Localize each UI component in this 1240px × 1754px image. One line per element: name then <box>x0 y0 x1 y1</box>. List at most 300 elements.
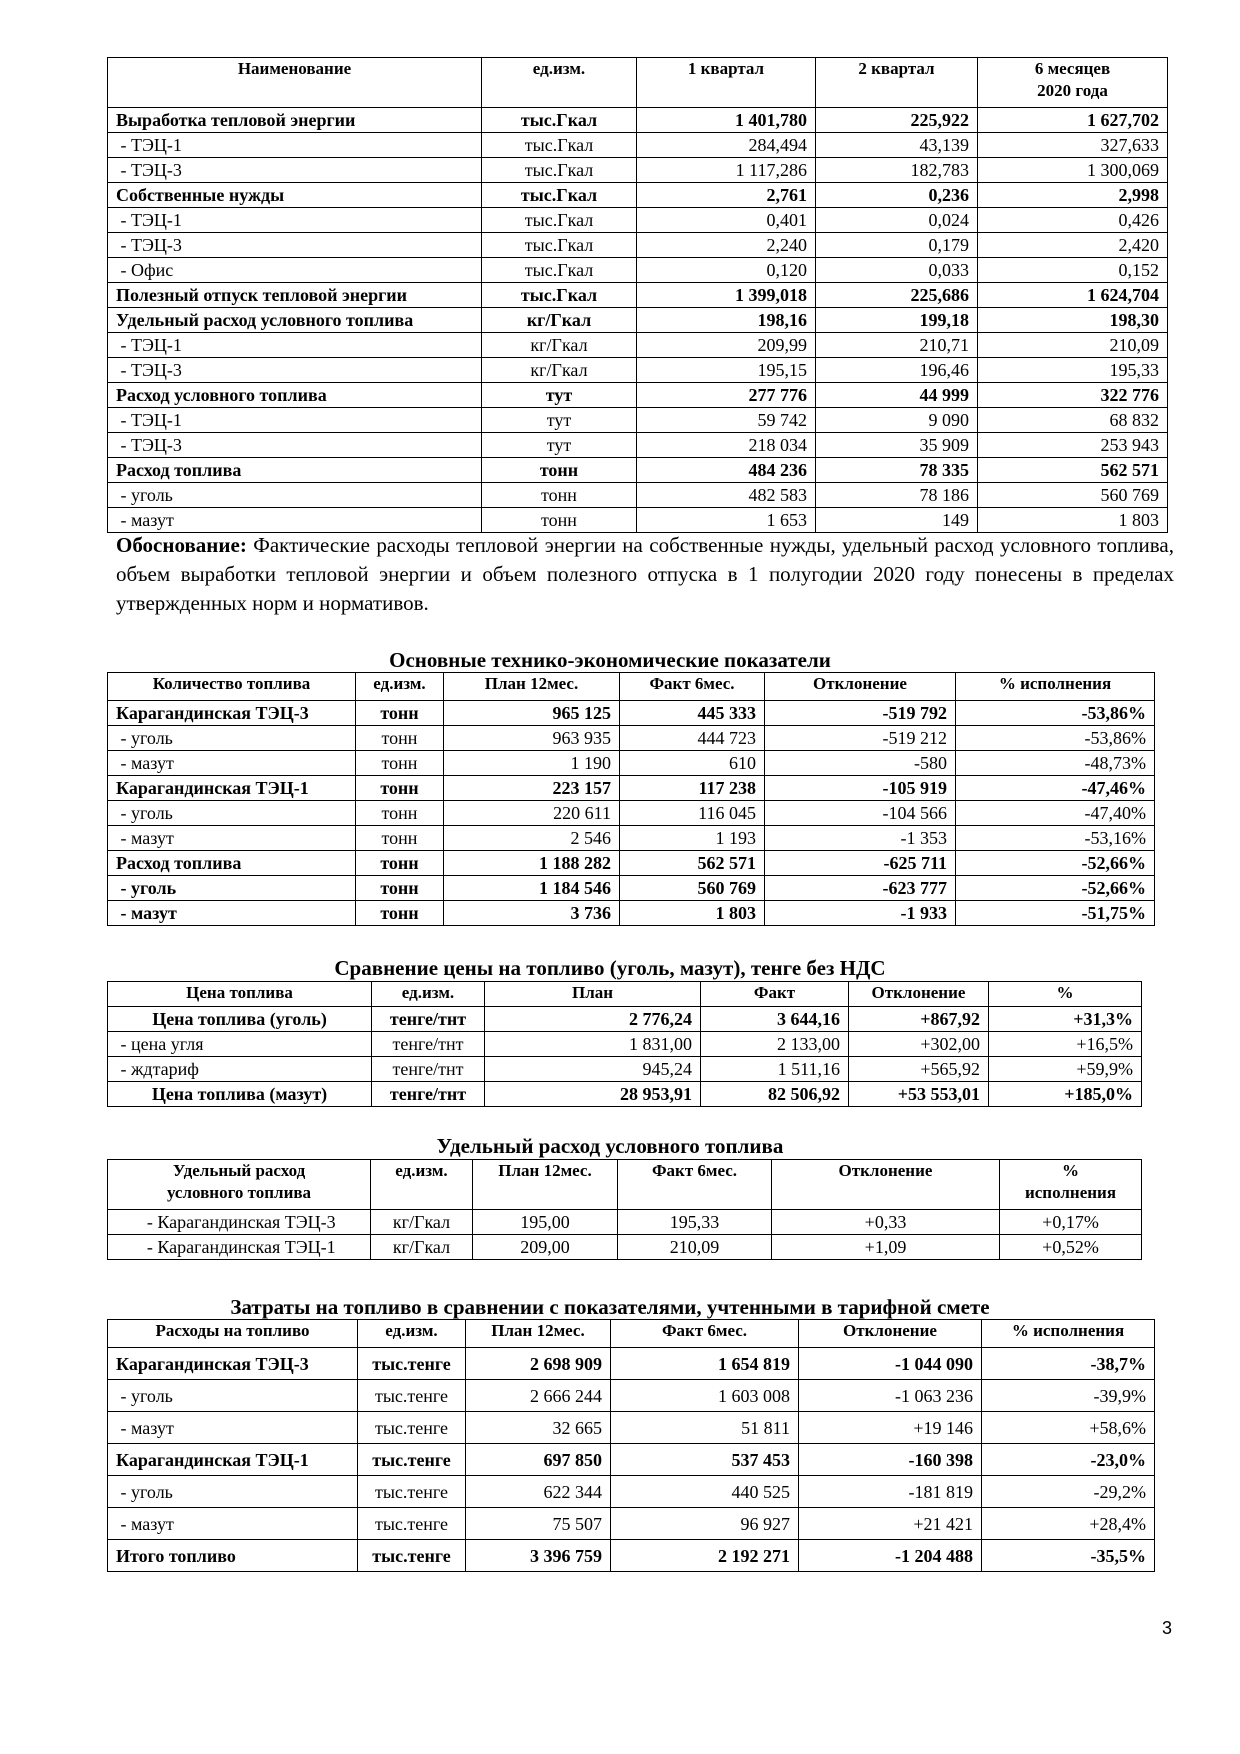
unit-cell: тонн <box>482 483 637 508</box>
unit-cell: тыс.тенге <box>358 1412 466 1444</box>
col-header: Расходы на топливо <box>108 1320 358 1348</box>
row-label-cell: - Карагандинская ТЭЦ-3 <box>108 1210 371 1235</box>
row-label-cell: - ТЭЦ-1 <box>108 333 482 358</box>
value-cell: 562 571 <box>978 458 1168 483</box>
col-header: % исполнения <box>956 673 1155 701</box>
row-label-cell: Собственные нужды <box>108 183 482 208</box>
unit-cell: тыс.Гкал <box>482 108 637 133</box>
col-header-unit: ед.изм. <box>482 58 637 108</box>
value-cell: -23,0% <box>982 1444 1155 1476</box>
value-cell: 1 653 <box>637 508 816 533</box>
value-cell: 1 603 008 <box>611 1380 799 1412</box>
value-cell: 210,09 <box>618 1235 772 1260</box>
table-row <box>108 776 1155 801</box>
table4-title: Удельный расход условного топлива <box>436 1134 784 1158</box>
value-cell: +1,09 <box>772 1235 1000 1260</box>
row-label-cell: - Карагандинская ТЭЦ-1 <box>108 1235 371 1260</box>
unit-cell: кг/Гкал <box>371 1210 473 1235</box>
col-header: % исполнения <box>1000 1160 1142 1210</box>
row-label-cell: - уголь <box>108 801 356 826</box>
value-cell: -47,46% <box>956 776 1155 801</box>
fuel-quantity-data-table <box>107 672 1155 926</box>
unit-cell: тут <box>482 408 637 433</box>
value-cell: +28,4% <box>982 1508 1155 1540</box>
value-cell: -52,66% <box>956 876 1155 901</box>
col-header-q2: 2 квартал <box>816 58 978 108</box>
table-row <box>108 1476 1155 1508</box>
value-cell: 2 776,24 <box>485 1007 701 1032</box>
value-cell: 0,152 <box>978 258 1168 283</box>
value-cell: 78 186 <box>816 483 978 508</box>
value-cell: 284,494 <box>637 133 816 158</box>
table-row <box>108 701 1155 726</box>
unit-cell: тенге/тнт <box>372 1007 485 1032</box>
col-header: ед.изм. <box>372 982 485 1007</box>
value-cell: -47,40% <box>956 801 1155 826</box>
col-header: Количество топлива <box>108 673 356 701</box>
value-cell: 182,783 <box>816 158 978 183</box>
table-row <box>108 1235 1142 1260</box>
unit-cell: тыс.Гкал <box>482 133 637 158</box>
value-cell: 1 803 <box>978 508 1168 533</box>
value-cell: -1 204 488 <box>799 1540 982 1572</box>
value-cell: 3 736 <box>444 901 620 926</box>
value-cell: 3 644,16 <box>701 1007 849 1032</box>
row-label-cell: Карагандинская ТЭЦ-1 <box>108 776 356 801</box>
row-label-cell: Полезный отпуск тепловой энергии <box>108 283 482 308</box>
table-row <box>108 208 1168 233</box>
row-label-cell: - мазут <box>108 901 356 926</box>
unit-cell: тонн <box>356 801 444 826</box>
value-cell: 35 909 <box>816 433 978 458</box>
table-row <box>108 1348 1155 1380</box>
col-header: ед.изм. <box>358 1320 466 1348</box>
value-cell: 210,71 <box>816 333 978 358</box>
col-header-6m: 6 месяцев 2020 года <box>978 58 1168 108</box>
table-row <box>108 851 1155 876</box>
row-label-cell: Карагандинская ТЭЦ-3 <box>108 701 356 726</box>
table-row <box>108 233 1168 258</box>
row-label-cell: Расход топлива <box>108 458 482 483</box>
value-cell: -39,9% <box>982 1380 1155 1412</box>
col-header-name: Наименование <box>108 58 482 108</box>
unit-cell: тонн <box>356 901 444 926</box>
value-cell: 43,139 <box>816 133 978 158</box>
value-cell: 560 769 <box>978 483 1168 508</box>
value-cell: -181 819 <box>799 1476 982 1508</box>
value-cell: -105 919 <box>765 776 956 801</box>
unit-cell: тыс.тенге <box>358 1476 466 1508</box>
value-cell: 2,420 <box>978 233 1168 258</box>
value-cell: 277 776 <box>637 383 816 408</box>
row-label-cell: - ТЭЦ-3 <box>108 233 482 258</box>
value-cell: 210,09 <box>978 333 1168 358</box>
value-cell: 3 396 759 <box>466 1540 611 1572</box>
col-header: План 12мес. <box>444 673 620 701</box>
value-cell: 1 184 546 <box>444 876 620 901</box>
unit-cell: тыс.Гкал <box>482 233 637 258</box>
unit-cell: тонн <box>356 851 444 876</box>
unit-cell: тонн <box>356 776 444 801</box>
fuel-quantity-table <box>107 672 1154 926</box>
value-cell: 1 300,069 <box>978 158 1168 183</box>
value-cell: 2 698 909 <box>466 1348 611 1380</box>
value-cell: 327,633 <box>978 133 1168 158</box>
value-cell: 149 <box>816 508 978 533</box>
row-label-cell: Цена топлива (мазут) <box>108 1082 372 1107</box>
value-cell: 444 723 <box>620 726 765 751</box>
value-cell: 28 953,91 <box>485 1082 701 1107</box>
value-cell: 253 943 <box>978 433 1168 458</box>
value-cell: 1 399,018 <box>637 283 816 308</box>
value-cell: 1 190 <box>444 751 620 776</box>
value-cell: 0,401 <box>637 208 816 233</box>
value-cell: +31,3% <box>989 1007 1142 1032</box>
value-cell: 51 811 <box>611 1412 799 1444</box>
value-cell: 2,240 <box>637 233 816 258</box>
value-cell: 1 831,00 <box>485 1032 701 1057</box>
table5-title: Затраты на топливо в сравнении с показателями, учтенными в тарифной смете <box>230 1295 990 1319</box>
table-row <box>108 1007 1142 1032</box>
value-cell: -52,66% <box>956 851 1155 876</box>
row-label-cell: - ТЭЦ-3 <box>108 433 482 458</box>
table-header-row <box>108 1160 1142 1210</box>
col-header: Факт 6мес. <box>620 673 765 701</box>
table-row <box>108 826 1155 851</box>
value-cell: 945,24 <box>485 1057 701 1082</box>
value-cell: +21 421 <box>799 1508 982 1540</box>
table-row <box>108 183 1168 208</box>
value-cell: +0,52% <box>1000 1235 1142 1260</box>
row-label-cell: - ТЭЦ-3 <box>108 158 482 183</box>
specific-consumption-table <box>107 1159 1141 1260</box>
table-row <box>108 1210 1142 1235</box>
value-cell: +0,17% <box>1000 1210 1142 1235</box>
table-row <box>108 358 1168 383</box>
unit-cell: тыс.Гкал <box>482 208 637 233</box>
value-cell: 225,686 <box>816 283 978 308</box>
table2-title: Основные технико-экономические показатели <box>389 648 831 672</box>
fuel-cost-table <box>107 1319 1154 1572</box>
table-row <box>108 308 1168 333</box>
value-cell: 1 654 819 <box>611 1348 799 1380</box>
value-cell: 209,00 <box>473 1235 618 1260</box>
table-row <box>108 1508 1155 1540</box>
value-cell: 2,998 <box>978 183 1168 208</box>
unit-cell: тонн <box>482 508 637 533</box>
value-cell: +0,33 <box>772 1210 1000 1235</box>
unit-cell: тенге/тнт <box>372 1032 485 1057</box>
value-cell: -519 792 <box>765 701 956 726</box>
value-cell: +58,6% <box>982 1412 1155 1444</box>
value-cell: 195,15 <box>637 358 816 383</box>
value-cell: 622 344 <box>466 1476 611 1508</box>
value-cell: 965 125 <box>444 701 620 726</box>
table-row <box>108 1082 1142 1107</box>
table-header-row <box>108 58 1168 108</box>
fuel-price-table <box>107 981 1141 1107</box>
table-row <box>108 1412 1155 1444</box>
value-cell: -1 933 <box>765 901 956 926</box>
value-cell: 195,00 <box>473 1210 618 1235</box>
table-header-row <box>108 982 1142 1007</box>
value-cell: 196,46 <box>816 358 978 383</box>
value-cell: -35,5% <box>982 1540 1155 1572</box>
value-cell: -29,2% <box>982 1476 1155 1508</box>
table-row <box>108 383 1168 408</box>
unit-cell: тенге/тнт <box>372 1082 485 1107</box>
value-cell: -53,16% <box>956 826 1155 851</box>
col-header: Факт 6мес. <box>611 1320 799 1348</box>
specific-consumption-data-table <box>107 1159 1142 1260</box>
row-label-cell: - мазут <box>108 826 356 851</box>
value-cell: 198,16 <box>637 308 816 333</box>
value-cell: 9 090 <box>816 408 978 433</box>
col-header: % исполнения <box>982 1320 1155 1348</box>
justification-text: Фактические расходы тепловой энергии на собственные нужды, удельный расход условного топлива, объем выработки тепловой энергии и объем полезного отпуска в 1 полугодии 2020 году понесены в пределах утвержденных норм и нормативов. <box>116 533 1174 615</box>
row-label-cell: - уголь <box>108 726 356 751</box>
value-cell: 223 157 <box>444 776 620 801</box>
row-label-cell: Расход условного топлива <box>108 383 482 408</box>
unit-cell: тонн <box>356 876 444 901</box>
value-cell: -580 <box>765 751 956 776</box>
value-cell: 195,33 <box>978 358 1168 383</box>
row-label-cell: - мазут <box>108 1508 358 1540</box>
col-header: Факт 6мес. <box>618 1160 772 1210</box>
table-row <box>108 1057 1142 1082</box>
table-row <box>108 1032 1142 1057</box>
value-cell: 610 <box>620 751 765 776</box>
table-row <box>108 458 1168 483</box>
table-row <box>108 1540 1155 1572</box>
value-cell: -1 044 090 <box>799 1348 982 1380</box>
value-cell: 0,179 <box>816 233 978 258</box>
row-label-cell: - уголь <box>108 1380 358 1412</box>
unit-cell: кг/Гкал <box>482 358 637 383</box>
table-row <box>108 1444 1155 1476</box>
value-cell: +16,5% <box>989 1032 1142 1057</box>
value-cell: +302,00 <box>849 1032 989 1057</box>
col-header-q1: 1 квартал <box>637 58 816 108</box>
table-row <box>108 483 1168 508</box>
row-label-cell: Карагандинская ТЭЦ-3 <box>108 1348 358 1380</box>
unit-cell: кг/Гкал <box>371 1235 473 1260</box>
col-header: Удельный расход условного топлива <box>108 1160 371 1210</box>
value-cell: 1 401,780 <box>637 108 816 133</box>
row-label-cell: - мазут <box>108 1412 358 1444</box>
row-label-cell: - ТЭЦ-3 <box>108 358 482 383</box>
value-cell: 220 611 <box>444 801 620 826</box>
value-cell: 1 188 282 <box>444 851 620 876</box>
unit-cell: тонн <box>356 726 444 751</box>
row-label-cell: - ТЭЦ-1 <box>108 208 482 233</box>
row-label-cell: - ждтариф <box>108 1057 372 1082</box>
row-label-cell: Итого топливо <box>108 1540 358 1572</box>
table-row <box>108 876 1155 901</box>
col-header: % <box>989 982 1142 1007</box>
value-cell: -160 398 <box>799 1444 982 1476</box>
value-cell: 1 624,704 <box>978 283 1168 308</box>
value-cell: 445 333 <box>620 701 765 726</box>
table-row <box>108 258 1168 283</box>
value-cell: 209,99 <box>637 333 816 358</box>
row-label-cell: Удельный расход условного топлива <box>108 308 482 333</box>
unit-cell: тонн <box>482 458 637 483</box>
row-label-cell: Цена топлива (уголь) <box>108 1007 372 1032</box>
value-cell: 198,30 <box>978 308 1168 333</box>
value-cell: -104 566 <box>765 801 956 826</box>
row-label-cell: - мазут <box>108 751 356 776</box>
unit-cell: тыс.Гкал <box>482 183 637 208</box>
value-cell: 59 742 <box>637 408 816 433</box>
value-cell: 1 193 <box>620 826 765 851</box>
fuel-price-data-table <box>107 981 1142 1107</box>
value-cell: 697 850 <box>466 1444 611 1476</box>
value-cell: 0,426 <box>978 208 1168 233</box>
table-row <box>108 726 1155 751</box>
value-cell: 2 192 271 <box>611 1540 799 1572</box>
value-cell: 1 803 <box>620 901 765 926</box>
table-row <box>108 1380 1155 1412</box>
table3-title: Сравнение цены на топливо (уголь, мазут), тенге без НДС <box>334 956 886 980</box>
value-cell: +185,0% <box>989 1082 1142 1107</box>
unit-cell: кг/Гкал <box>482 308 637 333</box>
value-cell: +565,92 <box>849 1057 989 1082</box>
table-row <box>108 408 1168 433</box>
col-header: Отклонение <box>799 1320 982 1348</box>
value-cell: 537 453 <box>611 1444 799 1476</box>
col-header: ед.изм. <box>371 1160 473 1210</box>
table-row <box>108 508 1168 533</box>
row-label-cell: - цена угля <box>108 1032 372 1057</box>
value-cell: 68 832 <box>978 408 1168 433</box>
value-cell: 0,024 <box>816 208 978 233</box>
value-cell: 0,033 <box>816 258 978 283</box>
table-row <box>108 433 1168 458</box>
value-cell: 322 776 <box>978 383 1168 408</box>
row-label-cell: Выработка тепловой энергии <box>108 108 482 133</box>
row-label-cell: - Офис <box>108 258 482 283</box>
col-header: Факт <box>701 982 849 1007</box>
value-cell: 963 935 <box>444 726 620 751</box>
unit-cell: тут <box>482 383 637 408</box>
table-row <box>108 801 1155 826</box>
unit-cell: тыс.Гкал <box>482 158 637 183</box>
row-label-cell: - уголь <box>108 876 356 901</box>
value-cell: -53,86% <box>956 701 1155 726</box>
value-cell: +867,92 <box>849 1007 989 1032</box>
value-cell: -51,75% <box>956 901 1155 926</box>
col-header: Отклонение <box>765 673 956 701</box>
table-row <box>108 901 1155 926</box>
row-label-cell: - ТЭЦ-1 <box>108 133 482 158</box>
value-cell: +53 553,01 <box>849 1082 989 1107</box>
table-row <box>108 333 1168 358</box>
unit-cell: тенге/тнт <box>372 1057 485 1082</box>
value-cell: 117 238 <box>620 776 765 801</box>
value-cell: -623 777 <box>765 876 956 901</box>
value-cell: 225,922 <box>816 108 978 133</box>
value-cell: 482 583 <box>637 483 816 508</box>
row-label-cell: - ТЭЦ-1 <box>108 408 482 433</box>
table-header-row <box>108 673 1155 701</box>
value-cell: 116 045 <box>620 801 765 826</box>
value-cell: 562 571 <box>620 851 765 876</box>
value-cell: +59,9% <box>989 1057 1142 1082</box>
value-cell: 75 507 <box>466 1508 611 1540</box>
table-header-row <box>108 1320 1155 1348</box>
value-cell: -1 353 <box>765 826 956 851</box>
value-cell: -519 212 <box>765 726 956 751</box>
unit-cell: тонн <box>356 826 444 851</box>
value-cell: -38,7% <box>982 1348 1155 1380</box>
unit-cell: тут <box>482 433 637 458</box>
table-row <box>108 108 1168 133</box>
unit-cell: тыс.тенге <box>358 1444 466 1476</box>
col-header: План <box>485 982 701 1007</box>
value-cell: 195,33 <box>618 1210 772 1235</box>
col-header: План 12мес. <box>466 1320 611 1348</box>
col-header: ед.изм. <box>356 673 444 701</box>
value-cell: -625 711 <box>765 851 956 876</box>
justification-paragraph <box>116 531 1174 618</box>
table-row <box>108 283 1168 308</box>
unit-cell: тыс.тенге <box>358 1348 466 1380</box>
value-cell: 1 117,286 <box>637 158 816 183</box>
unit-cell: тыс.Гкал <box>482 283 637 308</box>
fuel-cost-data-table <box>107 1319 1155 1572</box>
justification-label: Обоснование: <box>116 533 247 557</box>
row-label-cell: Карагандинская ТЭЦ-1 <box>108 1444 358 1476</box>
value-cell: 218 034 <box>637 433 816 458</box>
value-cell: 78 335 <box>816 458 978 483</box>
unit-cell: кг/Гкал <box>482 333 637 358</box>
unit-cell: тыс.тенге <box>358 1380 466 1412</box>
unit-cell: тыс.тенге <box>358 1508 466 1540</box>
unit-cell: тонн <box>356 751 444 776</box>
row-label-cell: - мазут <box>108 508 482 533</box>
value-cell: 199,18 <box>816 308 978 333</box>
value-cell: 484 236 <box>637 458 816 483</box>
value-cell: 44 999 <box>816 383 978 408</box>
row-label-cell: Расход топлива <box>108 851 356 876</box>
value-cell: 0,236 <box>816 183 978 208</box>
value-cell: 32 665 <box>466 1412 611 1444</box>
value-cell: 2,761 <box>637 183 816 208</box>
value-cell: 1 511,16 <box>701 1057 849 1082</box>
production-table <box>107 57 1167 533</box>
value-cell: 2 666 244 <box>466 1380 611 1412</box>
table-row <box>108 158 1168 183</box>
value-cell: -53,86% <box>956 726 1155 751</box>
col-header: План 12мес. <box>473 1160 618 1210</box>
value-cell: 560 769 <box>620 876 765 901</box>
production-data-table <box>107 57 1168 533</box>
unit-cell: тыс.Гкал <box>482 258 637 283</box>
table-row <box>108 751 1155 776</box>
unit-cell: тонн <box>356 701 444 726</box>
value-cell: 82 506,92 <box>701 1082 849 1107</box>
value-cell: 96 927 <box>611 1508 799 1540</box>
value-cell: -48,73% <box>956 751 1155 776</box>
page-number: 3 <box>1161 1618 1172 1638</box>
table-row <box>108 133 1168 158</box>
value-cell: -1 063 236 <box>799 1380 982 1412</box>
value-cell: 2 546 <box>444 826 620 851</box>
value-cell: 440 525 <box>611 1476 799 1508</box>
col-header: Цена топлива <box>108 982 372 1007</box>
row-label-cell: - уголь <box>108 483 482 508</box>
